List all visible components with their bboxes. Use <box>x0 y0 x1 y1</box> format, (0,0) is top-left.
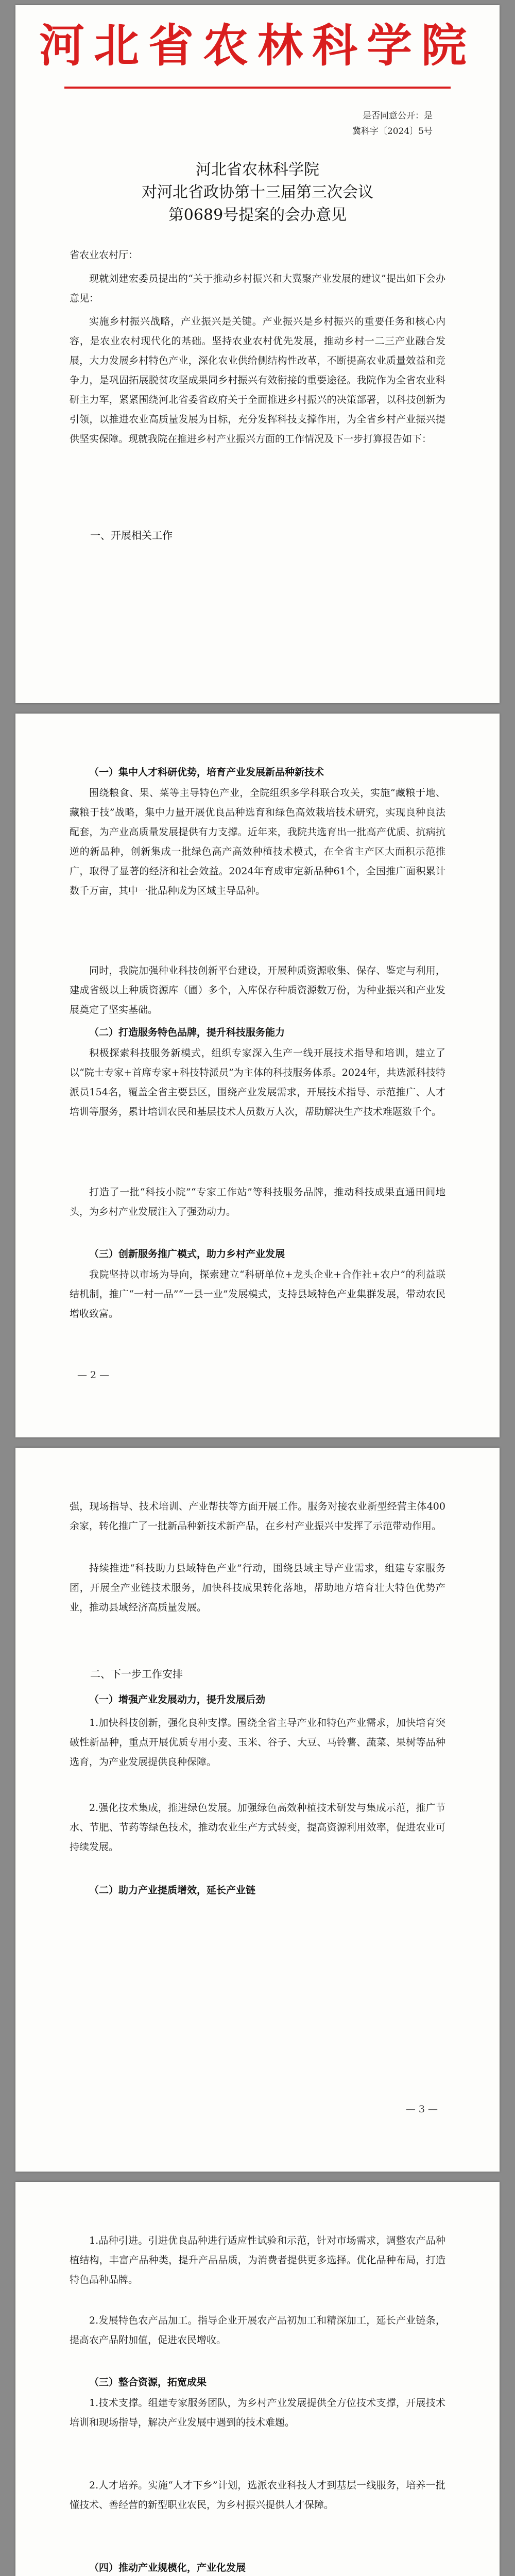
body-paragraph: 2.人才培养。实施“人才下乡”计划，选派农业科技人才到基层一线服务，培养一批懂技术、善经营的新型职业农民，为乡村振兴提供人才保障。 <box>70 2480 445 2511</box>
page-number: — 3 — <box>405 2104 438 2115</box>
body-paragraph: 打造了一批“科技小院”“专家工作站”等科技服务品牌，推动科技成果直通田间地头，为乡村产业发展注入了强劲动力。 <box>70 1187 445 1217</box>
subsection-heading: （四）推动产业规模化，产业化发展 <box>89 2562 246 2573</box>
section-heading: 二、下一步工作安排 <box>90 1668 183 1680</box>
document-number: 冀科字〔2024〕5号 <box>352 126 433 137</box>
subsection-heading: （二）助力产业提质增效，延长产业链 <box>89 1885 256 1896</box>
body-paragraph: 1.品种引进。引进优良品种进行适应性试验和示范，针对市场需求，调整农产品种植结构，丰富产品种类，提升产品品质，为消费者提供更多选择。优化品种布局，打造特色品种品牌。 <box>70 2235 445 2285</box>
document-title-line-1: 河北省农林科学院 <box>196 161 319 179</box>
subsection-heading: （三）创新服务推广模式，助力乡村产业发展 <box>89 1248 285 1260</box>
body-paragraph: 持续推进“科技助力县域特色产业”行动，围绕县域主导产业需求，组建专家服务团，开展全产业链技术服务，加快科技成果转化落地，帮助地方培育壮大特色优势产业，推动县域经济高质量发展。 <box>70 1563 445 1613</box>
letterhead-red-rule <box>64 87 451 89</box>
document-title-line-2: 对河北省政协第十三届第三次会议 <box>142 183 373 201</box>
document-page-2 <box>15 714 500 1437</box>
subsection-heading: （三）整合资源，拓宽成果 <box>89 2377 207 2388</box>
body-paragraph: 实施乡村振兴战略，产业振兴是关键。产业振兴是乡村振兴的重要任务和核心内容，是农业农村现代化的基础。坚持农业农村优先发展，推动乡村一二三产业融合发展，大力发展乡村特色产业，深化农业供给侧结构性改革，不断提高农业质量效益和竞争力，是巩固拓展脱贫攻坚成果同乡村振兴有效衔接的重要途径。我院作为全省农业科研主力军，紧紧围绕河北省委省政府关于全面推进乡村振兴的决策部署，以科技创新为引领，以推进农业高质量发展为目标，充分发挥科技支撑作用，为全省乡村产业振兴提供坚实保障。现就我院在推进乡村产业振兴方面的工作情况及下一步打算报告如下： <box>70 316 445 445</box>
section-heading: 一、开展相关工作 <box>90 529 173 541</box>
intro-paragraph: 现就刘建宏委员提出的“关于推动乡村振兴和大冀聚产业发展的建议”提出如下会办意见： <box>70 273 445 304</box>
body-paragraph: 2.发展特色农产品加工。指导企业开展农产品初加工和精深加工，延长产业链条，提高农产品附加值，促进农民增收。 <box>70 2315 445 2346</box>
page-number: — 2 — <box>77 1369 110 1381</box>
body-paragraph: 同时，我院加强种业科技创新平台建设，开展种质资源收集、保存、鉴定与利用，建成省级以上种质资源库（圃）多个，入库保存种质资源数万份，为种业振兴和产业发展奠定了坚实基础。 <box>70 965 445 1015</box>
subsection-heading: （一）集中人才科研优势，培育产业发展新品种新技术 <box>89 767 324 778</box>
document-page-3 <box>15 1448 500 2172</box>
body-paragraph: 围绕粮食、果、菜等主导特色产业，全院组织多学科联合攻关，实施“藏粮于地、藏粮于技”战略，集中力量开展优良品种选育和绿色高效栽培技术研究，实现良种良法配套，为产业高质量发展提供有力支撑。近年来，我院共选育出一批高产优质、抗病抗逆的新品种，创新集成一批绿色高产高效种植技术模式，在全省主产区大面积示范推广，取得了显著的经济和社会效益。2024年育成审定新品种61个，全国推广面积累计数千万亩，其中一批品种成为区域主导品种。 <box>70 787 445 896</box>
subsection-heading: （一）增强产业发展动力，提升发展后劲 <box>89 1694 266 1705</box>
subsection-heading: （二）打造服务特色品牌，提升科技服务能力 <box>89 1027 285 1038</box>
salutation: 省农业农村厅： <box>70 249 139 261</box>
body-paragraph: 积极探索科技服务新模式，组织专家深入生产一线开展技术指导和培训，建立了以“院士专家+首席专家+科技特派员”为主体的科技服务体系。2024年，共选派科技特派员154名，覆盖全省主要县区，围绕产业发展需求，开展技术指导、示范推广、人才培训等服务，累计培训农民和基层技术人员数万人次，帮助解决生产技术难题数千个。 <box>70 1047 445 1117</box>
body-paragraph: 强，现场指导、技术培训、产业帮扶等方面开展工作。服务对接农业新型经营主体400余家，转化推广了一批新品种新技术新产品，在乡村产业振兴中发挥了示范带动作用。 <box>70 1501 445 1532</box>
body-paragraph: 1.加快科技创新，强化良种支撑。围绕全省主导产业和特色产业需求，加快培育突破性新品种，重点开展优质专用小麦、玉米、谷子、大豆、马铃薯、蔬菜、果树等品种选育，为产业发展提供良种保障。 <box>70 1717 445 1768</box>
document-page-1 <box>15 5 500 703</box>
body-paragraph: 2.强化技术集成，推进绿色发展。加强绿色高效种植技术研发与集成示范，推广节水、节肥、节药等绿色技术，推动农业生产方式转变，提高资源利用效率，促进农业可持续发展。 <box>70 1802 445 1853</box>
document-title-line-3: 第0689号提案的会办意见 <box>168 206 347 224</box>
document-page-4 <box>15 2182 500 2576</box>
disclosure-note: 是否同意公开：是 <box>363 111 433 121</box>
body-paragraph: 我院坚持以市场为导向，探索建立“科研单位+龙头企业+合作社+农户”的利益联结机制，推广“一村一品”“一县一业”发展模式，支持县域特色产业集群发展，带动农民增收致富。 <box>70 1269 445 1319</box>
letterhead-title: 河北省农林科学院 <box>39 19 476 72</box>
body-paragraph: 1.技术支撑。组建专家服务团队，为乡村产业发展提供全方位技术支撑，开展技术培训和现场指导，解决产业发展中遇到的技术难题。 <box>70 2397 445 2428</box>
